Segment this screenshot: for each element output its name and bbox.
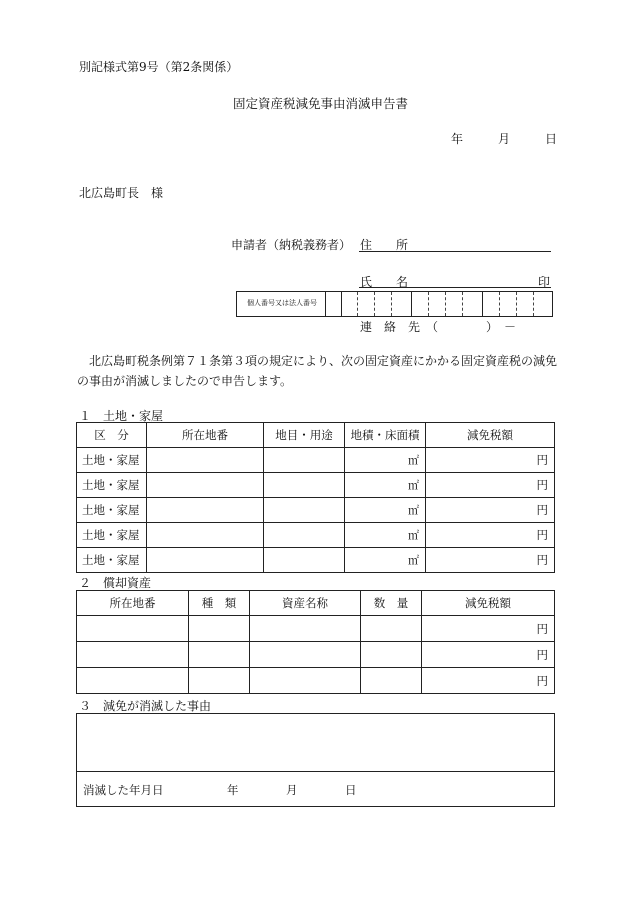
- asset-name-cell[interactable]: [250, 642, 361, 668]
- type-cell[interactable]: [189, 616, 250, 642]
- row-category: 土地・家屋: [77, 473, 147, 498]
- type-cell[interactable]: [189, 668, 250, 694]
- mynumber-digit-divider: [391, 292, 392, 316]
- area-cell[interactable]: ㎡: [345, 498, 426, 523]
- tax-amount-cell[interactable]: 円: [426, 448, 555, 473]
- extinction-month-label: 月: [286, 783, 298, 797]
- location-cell[interactable]: [77, 642, 189, 668]
- table-row: [77, 473, 555, 498]
- tax-amount-cell[interactable]: 円: [426, 523, 555, 548]
- header-area: 地積・床面積: [345, 423, 426, 448]
- mynumber-box[interactable]: [236, 291, 553, 317]
- name-line[interactable]: [359, 287, 551, 288]
- seal-mark: 印: [538, 275, 551, 289]
- row-category: 土地・家屋: [77, 498, 147, 523]
- section2-title: ２ 償却資産: [79, 576, 152, 590]
- date-month-label: 月: [498, 132, 511, 146]
- addressee: 北広島町長 様: [79, 186, 164, 200]
- extinction-day-label: 日: [345, 783, 357, 797]
- extinction-date-cell[interactable]: [77, 772, 555, 807]
- land-building-table: [76, 422, 555, 573]
- header-asset-name: 資産名称: [250, 591, 361, 616]
- tax-amount-cell[interactable]: 円: [422, 616, 555, 642]
- address-line[interactable]: [359, 251, 551, 252]
- tax-amount-cell[interactable]: 円: [426, 473, 555, 498]
- location-cell[interactable]: [77, 668, 189, 694]
- applicant-label: 申請者（納税義務者）: [231, 238, 352, 252]
- header-tax-amount: 減免税額: [422, 591, 555, 616]
- land-use-cell[interactable]: [264, 523, 345, 548]
- table-row: [77, 616, 555, 642]
- table-row: [77, 642, 555, 668]
- extinction-date-label: 消滅した年月日: [83, 783, 164, 797]
- mynumber-digit-divider: [533, 292, 534, 316]
- table-row: [77, 668, 555, 694]
- document-title: 固定資産税減免事由消滅申告書: [233, 96, 409, 111]
- reason-table: [76, 713, 555, 807]
- date-year-label: 年: [451, 132, 464, 146]
- row-category: 土地・家屋: [77, 448, 147, 473]
- extinction-year-label: 年: [227, 783, 239, 797]
- mynumber-digit-divider: [516, 292, 517, 316]
- mynumber-digit-divider: [499, 292, 500, 316]
- quantity-cell[interactable]: [361, 642, 422, 668]
- form-number: 別記様式第9号（第2条関係）: [79, 60, 239, 74]
- reason-row: [77, 714, 555, 772]
- location-cell[interactable]: [147, 448, 264, 473]
- reason-input-area[interactable]: [77, 714, 555, 772]
- header-category: 区 分: [77, 423, 147, 448]
- quantity-cell[interactable]: [361, 616, 422, 642]
- mynumber-digit-divider: [428, 292, 429, 316]
- tax-amount-cell[interactable]: 円: [422, 668, 555, 694]
- asset-name-cell[interactable]: [250, 668, 361, 694]
- asset-name-cell[interactable]: [250, 616, 361, 642]
- land-use-cell[interactable]: [264, 498, 345, 523]
- tax-amount-cell[interactable]: 円: [426, 498, 555, 523]
- section1-title: １ 土地・家屋: [79, 409, 164, 423]
- table-row: [77, 498, 555, 523]
- table-header-row: [77, 591, 555, 616]
- area-cell[interactable]: ㎡: [345, 548, 426, 573]
- header-tax-amount: 減免税額: [426, 423, 555, 448]
- name-label: 氏 名: [360, 275, 409, 289]
- mynumber-label: 個人番号又は法人番号: [247, 299, 317, 307]
- contact-label: 連 絡 先 （ ） －: [360, 320, 517, 334]
- location-cell[interactable]: [77, 616, 189, 642]
- row-category: 土地・家屋: [77, 523, 147, 548]
- mynumber-divider: [325, 292, 326, 316]
- row-category: 土地・家屋: [77, 548, 147, 573]
- mynumber-digit-divider: [462, 292, 463, 316]
- body-text-line1: 北広島町税条例第７１条第３項の規定により、次の固定資産にかかる固定資産税の減免: [89, 354, 558, 368]
- area-cell[interactable]: ㎡: [345, 473, 426, 498]
- location-cell[interactable]: [147, 523, 264, 548]
- land-use-cell[interactable]: [264, 473, 345, 498]
- section3-title: ３ 減免が消滅した事由: [79, 699, 212, 713]
- header-quantity: 数 量: [361, 591, 422, 616]
- land-use-cell[interactable]: [264, 448, 345, 473]
- body-text-line2: の事由が消滅しましたので申告します。: [77, 374, 293, 388]
- location-cell[interactable]: [147, 473, 264, 498]
- mynumber-digit-divider: [482, 292, 483, 316]
- location-cell[interactable]: [147, 498, 264, 523]
- mynumber-digit-divider: [374, 292, 375, 316]
- mynumber-digit-divider: [341, 292, 342, 316]
- table-row: [77, 448, 555, 473]
- land-use-cell[interactable]: [264, 548, 345, 573]
- header-land-use: 地目・用途: [264, 423, 345, 448]
- table-row: [77, 523, 555, 548]
- mynumber-digit-divider: [411, 292, 412, 316]
- type-cell[interactable]: [189, 642, 250, 668]
- header-location: 所在地番: [77, 591, 189, 616]
- depreciable-assets-table: [76, 590, 555, 694]
- location-cell[interactable]: [147, 548, 264, 573]
- mynumber-digit-divider: [445, 292, 446, 316]
- header-type: 種 類: [189, 591, 250, 616]
- table-header-row: [77, 423, 555, 448]
- header-location: 所在地番: [147, 423, 264, 448]
- table-row: [77, 548, 555, 573]
- mynumber-digit-divider: [357, 292, 358, 316]
- tax-amount-cell[interactable]: 円: [426, 548, 555, 573]
- date-day-label: 日: [545, 132, 558, 146]
- address-label: 住 所: [360, 238, 409, 252]
- area-cell[interactable]: ㎡: [345, 448, 426, 473]
- date-row: [77, 772, 555, 807]
- area-cell[interactable]: ㎡: [345, 523, 426, 548]
- tax-amount-cell[interactable]: 円: [422, 642, 555, 668]
- quantity-cell[interactable]: [361, 668, 422, 694]
